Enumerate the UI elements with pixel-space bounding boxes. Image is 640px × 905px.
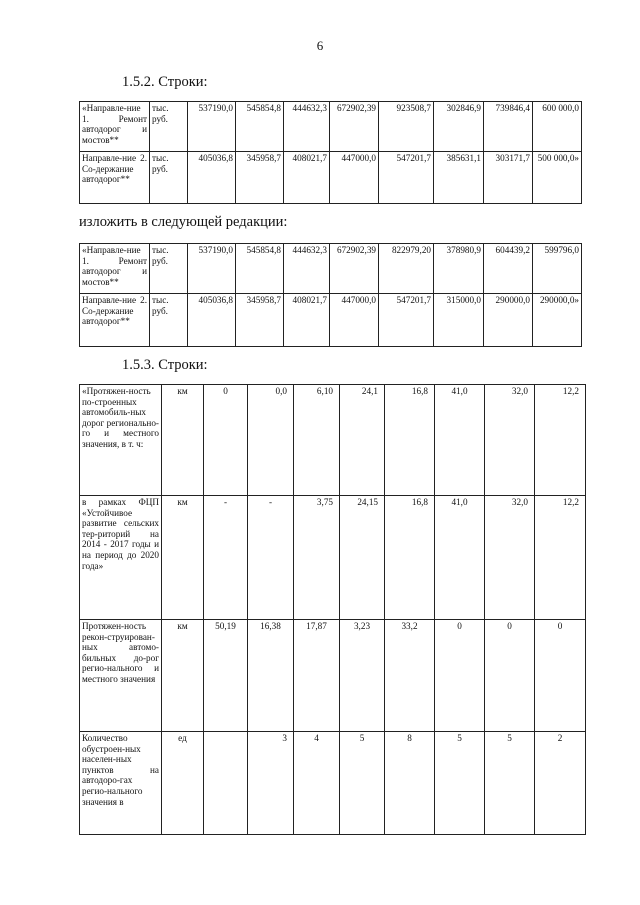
table-row: [80, 244, 582, 294]
value-cell: 315000,0: [434, 294, 484, 347]
table-row: [80, 732, 586, 835]
value-cell: 32,0: [485, 385, 535, 496]
value-cell: 0: [535, 620, 586, 732]
table-row: [80, 496, 586, 620]
row-label: в рамках ФЦП «Устойчивое развитие сельских тер-риторий на 2014 - 2017 годы и на период до 2020 года»: [80, 496, 162, 620]
section-heading-1-5-2: 1.5.2. Строки:: [122, 74, 208, 90]
value-cell: 345958,7: [236, 294, 284, 347]
value-cell: 3,23: [340, 620, 385, 732]
value-cell: 5: [340, 732, 385, 835]
value-cell: 3: [248, 732, 294, 835]
table-revised-rows: [79, 243, 582, 347]
value-cell: 17,87: [294, 620, 340, 732]
value-cell: 444632,3: [284, 244, 330, 294]
value-cell: 599796,0: [533, 244, 582, 294]
value-cell: 24,1: [340, 385, 385, 496]
row-label: «Направле-ние 1. Ремонт автодорог и мостов**: [80, 102, 150, 152]
value-cell: 2: [535, 732, 586, 835]
row-label: Протяжен-ность рекон-струирован-ных автомо-бильных до-рог регио-нального и местного значения: [80, 620, 162, 732]
table-row: [80, 294, 582, 347]
value-cell: 8: [385, 732, 435, 835]
value-cell: 405036,8: [188, 152, 236, 204]
value-cell: 545854,8: [236, 244, 284, 294]
value-cell: 302846,9: [434, 102, 484, 152]
table-original-rows: [79, 101, 582, 204]
value-cell: 4: [294, 732, 340, 835]
value-cell: 0: [485, 620, 535, 732]
value-cell: 537190,0: [188, 102, 236, 152]
unit-cell: тыс. руб.: [150, 244, 188, 294]
value-cell: 537190,0: [188, 244, 236, 294]
value-cell: 447000,0: [330, 152, 379, 204]
unit-cell: км: [162, 620, 204, 732]
value-cell: 444632,3: [284, 102, 330, 152]
value-cell: 12,2: [535, 385, 586, 496]
value-cell: 41,0: [435, 496, 485, 620]
value-cell: 345958,7: [236, 152, 284, 204]
value-cell: 0: [204, 385, 248, 496]
table-indicators: [79, 384, 586, 835]
row-label: Направле-ние 2. Со-держание автодорог**: [80, 294, 150, 347]
value-cell: 50,19: [204, 620, 248, 732]
value-cell: 16,8: [385, 496, 435, 620]
value-cell: 12,2: [535, 496, 586, 620]
value-cell: 447000,0: [330, 294, 379, 347]
value-cell: 385631,1: [434, 152, 484, 204]
value-cell: 822979,20: [379, 244, 434, 294]
unit-cell: ед: [162, 732, 204, 835]
value-cell: 405036,8: [188, 294, 236, 347]
unit-cell: тыс. руб.: [150, 152, 188, 204]
value-cell: 290000,0»: [533, 294, 582, 347]
value-cell: 672902,39: [330, 244, 379, 294]
section-heading-1-5-3: 1.5.3. Строки:: [122, 357, 208, 373]
unit-cell: км: [162, 496, 204, 620]
value-cell: 547201,7: [379, 294, 434, 347]
row-label: Направле-ние 2. Со-держание автодорог**: [80, 152, 150, 204]
value-cell: 547201,7: [379, 152, 434, 204]
unit-cell: тыс. руб.: [150, 294, 188, 347]
value-cell: [204, 732, 248, 835]
value-cell: 739846,4: [484, 102, 533, 152]
table-row: [80, 152, 582, 204]
value-cell: 5: [435, 732, 485, 835]
table-row: [80, 620, 586, 732]
value-cell: -: [248, 496, 294, 620]
value-cell: 604439,2: [484, 244, 533, 294]
value-cell: 6,10: [294, 385, 340, 496]
value-cell: 378980,9: [434, 244, 484, 294]
table-row: [80, 385, 586, 496]
value-cell: 0: [435, 620, 485, 732]
value-cell: 303171,7: [484, 152, 533, 204]
value-cell: 290000,0: [484, 294, 533, 347]
value-cell: 16,38: [248, 620, 294, 732]
value-cell: 672902,39: [330, 102, 379, 152]
row-label: Количество обустроен-ных населен-ных пунктов на автодоро-гах регио-нального значения в: [80, 732, 162, 835]
value-cell: 16,8: [385, 385, 435, 496]
value-cell: 545854,8: [236, 102, 284, 152]
edit-instruction: изложить в следующей редакции:: [79, 214, 288, 230]
value-cell: 500 000,0»: [533, 152, 582, 204]
value-cell: 3,75: [294, 496, 340, 620]
value-cell: 600 000,0: [533, 102, 582, 152]
row-label: «Протяжен-ность по-строенных автомобиль-ных дорог регионально-го и местного значения, в т. ч:: [80, 385, 162, 496]
value-cell: 408021,7: [284, 294, 330, 347]
value-cell: 41,0: [435, 385, 485, 496]
value-cell: 0,0: [248, 385, 294, 496]
value-cell: 32,0: [485, 496, 535, 620]
value-cell: -: [204, 496, 248, 620]
value-cell: 408021,7: [284, 152, 330, 204]
table-row: [80, 102, 582, 152]
value-cell: 24,15: [340, 496, 385, 620]
unit-cell: км: [162, 385, 204, 496]
page-number: 6: [316, 38, 324, 53]
value-cell: 33,2: [385, 620, 435, 732]
unit-cell: тыс. руб.: [150, 102, 188, 152]
row-label: «Направле-ние 1. Ремонт автодорог и мостов**: [80, 244, 150, 294]
value-cell: 5: [485, 732, 535, 835]
value-cell: 923508,7: [379, 102, 434, 152]
